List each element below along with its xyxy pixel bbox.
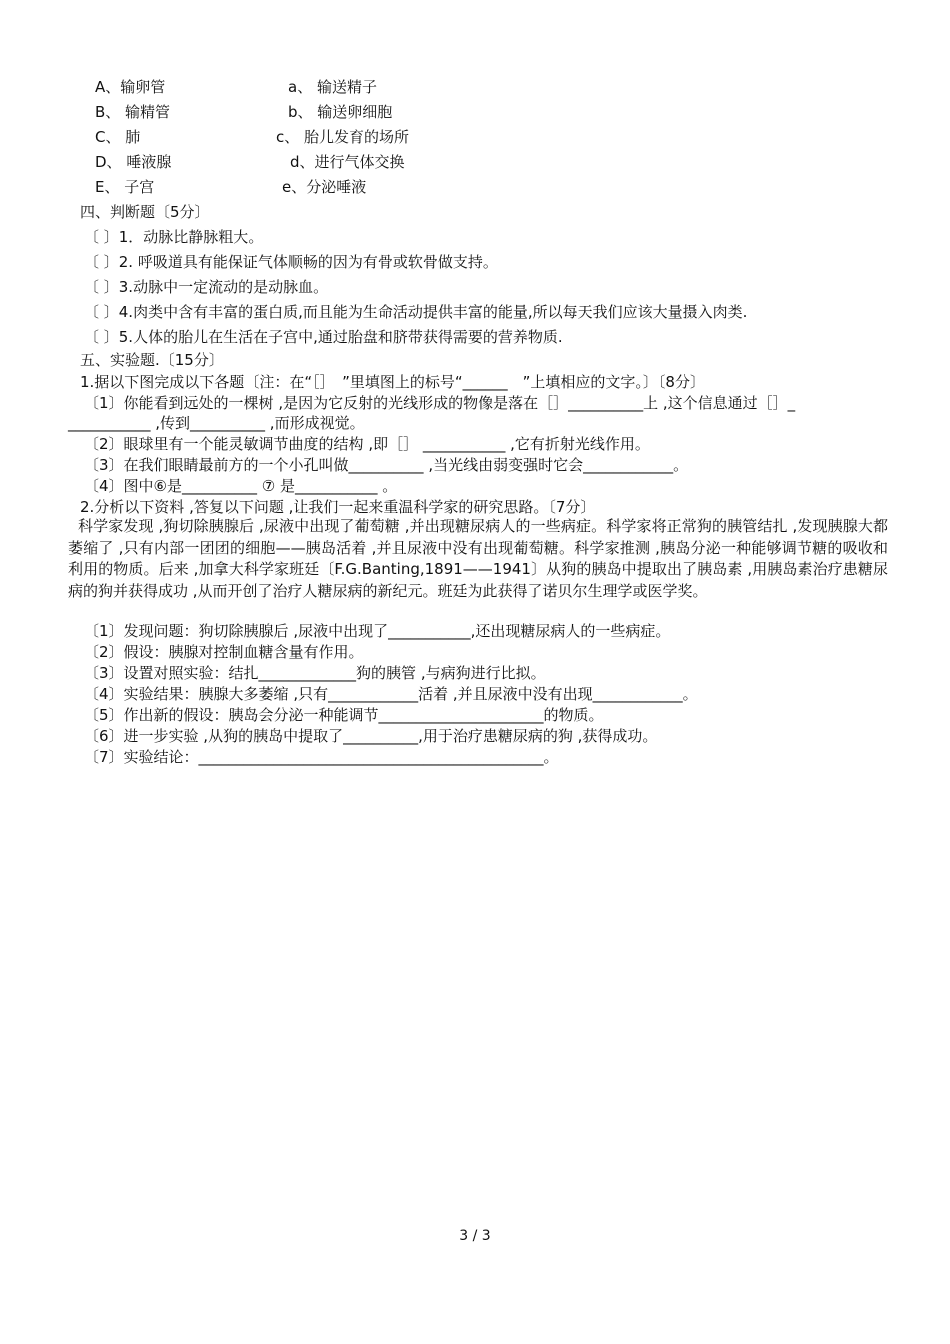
match-right-b: b、 输送卵细胞	[288, 103, 393, 121]
match-left-b: B、 输精管	[95, 103, 171, 121]
q2-item-6: 〔6〕进一步实验 ,从狗的胰岛中提取了__________,用于治疗患糖尿病的狗 ,获得成功。	[84, 727, 658, 745]
q1-line-1: 〔1〕你能看到远处的一棵树 ,是因为它反射的光线形成的物像是落在［］__________上 ,这个信息通过［］_	[84, 394, 796, 412]
page-number: 3 / 3	[459, 1228, 491, 1244]
section4-heading: 四、判断题〔5分〕	[80, 203, 210, 221]
q2-item-2: 〔2〕假设：胰腺对控制血糖含量有作用。	[84, 643, 364, 661]
match-left-d: D、 唾液腺	[95, 153, 172, 171]
q1-line-3: 〔2〕眼球里有一个能灵敏调节曲度的结构 ,即［］ ___________ ,它有折射光线作用。	[84, 435, 650, 453]
q2-item-5: 〔5〕作出新的假设：胰岛会分泌一种能调节______________________的物质。	[84, 706, 604, 724]
judge-item-3: 〔 〕3.动脉中一定流动的是动脉血。	[84, 278, 329, 296]
match-right-d: d、进行气体交换	[290, 153, 405, 171]
judge-item-5: 〔 〕5.人体的胎儿在生活在子宫中,通过胎盘和脐带获得需要的营养物质.	[84, 328, 563, 346]
judge-item-2: 〔 〕2. 呼吸道具有能保证气体顺畅的因为有骨或软骨做支持。	[84, 253, 498, 271]
judge-item-4: 〔 〕4.肉类中含有丰富的蛋白质,而且能为生命活动提供丰富的能量,所以每天我们应该大量摄入肉类.	[84, 303, 748, 321]
q2-item-7: 〔7〕实验结论：______________________________________________。	[84, 748, 559, 766]
match-left-a: A、输卵管	[95, 78, 166, 96]
q2-item-3: 〔3〕设置对照实验：结扎_____________狗的胰管 ,与病狗进行比拟。	[84, 664, 546, 682]
section5-heading: 五、实验题.〔15分〕	[80, 351, 224, 369]
match-right-e: e、分泌唾液	[282, 178, 367, 196]
q2-paragraph: 科学家发现 ,狗切除胰腺后 ,尿液中出现了葡萄糖 ,并出现糖尿病人的一些病症。科学家将正常狗的胰管结扎 ,发现胰腺大都萎缩了 ,只有内部一团团的细胞——胰岛活着 ,并且尿液中没有出现葡萄糖。科学家推测 ,胰岛分泌一种能够调节糖的吸收和利用的物质。后来 ,加拿大科学家班廷〔F.G.Banting,1891——1941〕从狗的胰岛中提取出了胰岛素 ,用胰岛素治疗患糖尿病的狗并获得成功 ,从而开创了治疗人糖尿病的新纪元。班廷为此获得了诺贝尔生理学或医学奖。	[68, 517, 888, 601]
q1-line-2: ___________ ,传到__________ ,而形成视觉。	[68, 414, 365, 432]
q1-line-5: 〔4〕图中⑥是__________ ⑦ 是___________ 。	[84, 477, 398, 495]
q2-item-4: 〔4〕实验结果：胰腺大多萎缩 ,只有____________活着 ,并且尿液中没有出现____________。	[84, 685, 698, 703]
match-left-c: C、 肺	[95, 128, 141, 146]
q1-line-4: 〔3〕在我们眼睛最前方的一个小孔叫做__________ ,当光线由弱变强时它会____________。	[84, 456, 689, 474]
q1-intro: 1.据以下图完成以下各题〔注：在“［］ ”里填图上的标号“______ ”上填相应的文字。〕〔8分〕	[80, 373, 705, 391]
q2-item-1: 〔1〕发现问题：狗切除胰腺后 ,尿液中出现了___________,还出现糖尿病人的一些病症。	[84, 622, 671, 640]
q2-intro: 2.分析以下资料 ,答复以下问题 ,让我们一起来重温科学家的研究思路。〔7分〕	[80, 498, 596, 516]
match-right-a: a、 输送精子	[288, 78, 377, 96]
match-right-c: c、 胎儿发育的场所	[276, 128, 410, 146]
judge-item-1: 〔 〕1．动脉比静脉粗大。	[84, 228, 264, 246]
match-left-e: E、 子宫	[95, 178, 155, 196]
